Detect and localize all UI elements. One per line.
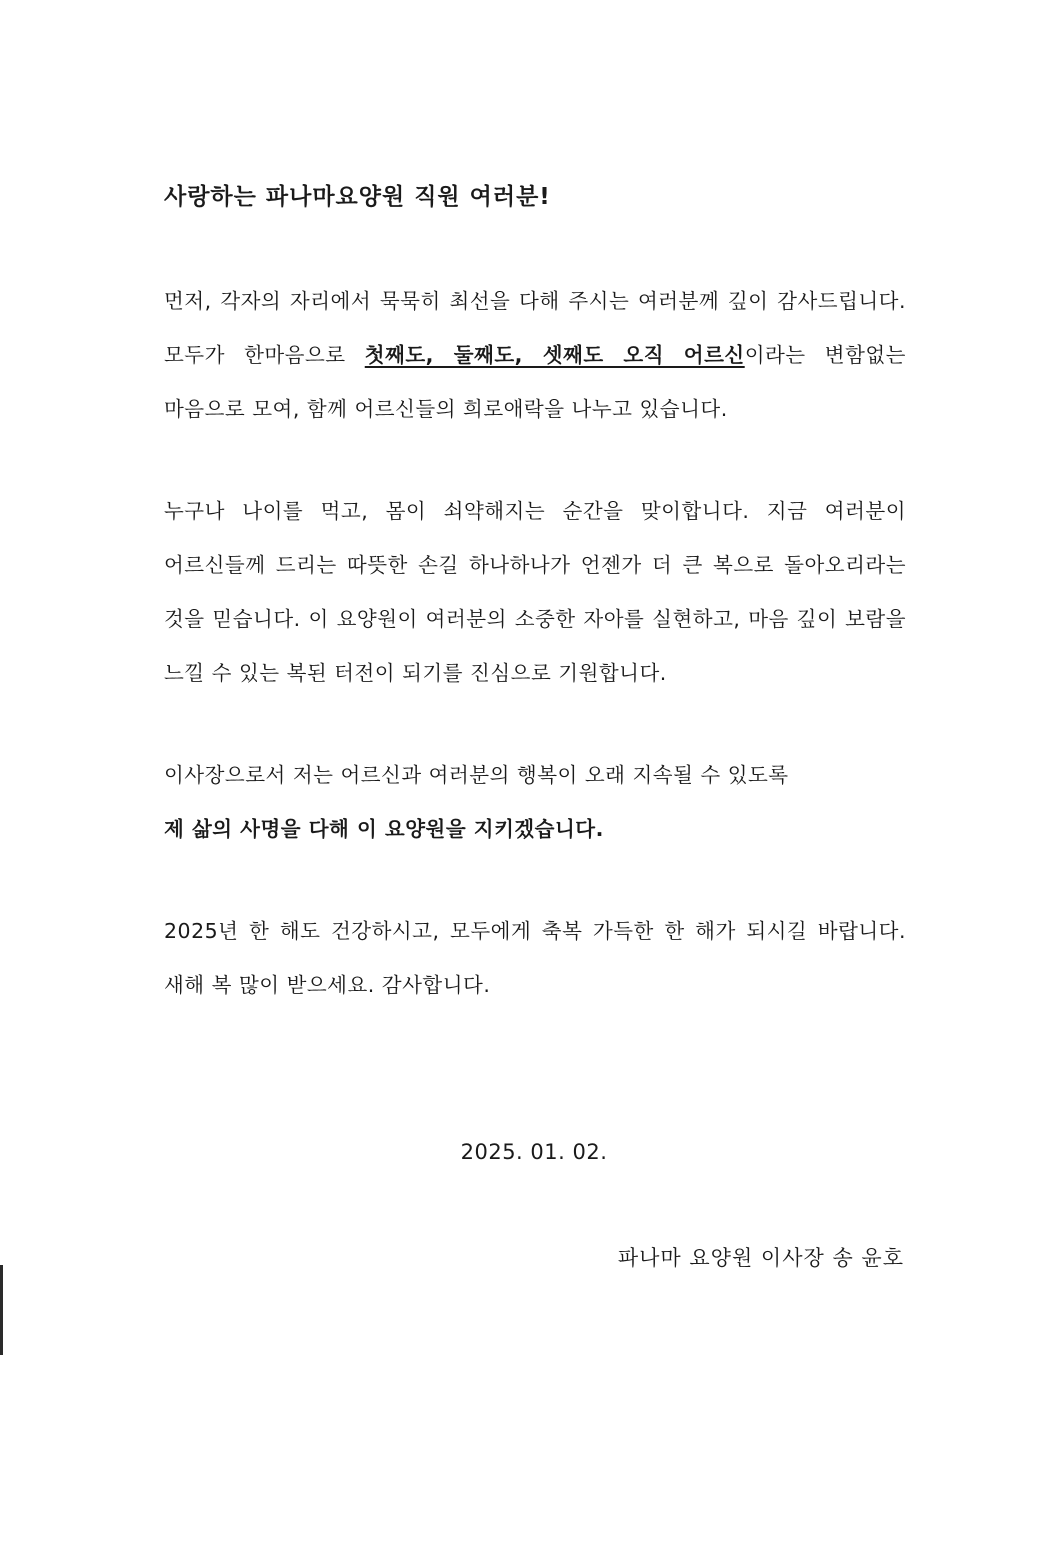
letter-body — [164, 170, 906, 1012]
letter-greeting: 사랑하는 파나마요양원 직원 여러분! — [164, 184, 551, 210]
paragraph-commitment — [164, 748, 906, 856]
paragraph-commitment-text: 이사장으로서 저는 어르신과 여러분의 행복이 오래 지속될 수 있도록 — [164, 763, 789, 787]
paragraph-gratitude-text-end: 이라는 변함없는 마음으로 모여, 함께 어르신들의 희로애락을 나누고 있습니다. — [164, 343, 906, 421]
letter-signature: 파나마 요양원 이사장 송 윤호 — [617, 1246, 904, 1270]
paragraph-commitment-emphasis: 제 삶의 사명을 다해 이 요양원을 지키겠습니다. — [164, 817, 604, 841]
paragraph-blessing: 누구나 나이를 먹고, 몸이 쇠약해지는 순간을 맞이합니다. 지금 여러분이 어르신들께 드리는 따뜻한 손길 하나하나가 언젠가 더 큰 복으로 돌아오리라는 것을 믿습니다. 이 요양원이 여러분의 소중한 자아를 실현하고, 마음 깊이 보람을 느낄 수 있는 복된 터전이 되기를 진심으로 기원합니다. — [164, 499, 906, 685]
paragraph-gratitude-emphasis: 첫째도, 둘째도, 셋째도 오직 어르신 — [364, 343, 745, 367]
paragraph-new-year-wishes: 2025년 한 해도 건강하시고, 모두에게 축복 가득한 한 해가 되시길 바랍니다. 새해 복 많이 받으세요. 감사합니다. — [164, 919, 906, 997]
paragraph-gratitude-text-start: 먼저, 각자의 자리에서 묵묵히 최선을 다해 주시는 여러분께 깊이 감사드립니다. 모두가 한마음으로 — [164, 289, 906, 367]
scan-edge-mark — [0, 1265, 3, 1355]
letter-date: 2025. 01. 02. — [460, 1140, 608, 1164]
paragraph-gratitude — [164, 274, 906, 436]
